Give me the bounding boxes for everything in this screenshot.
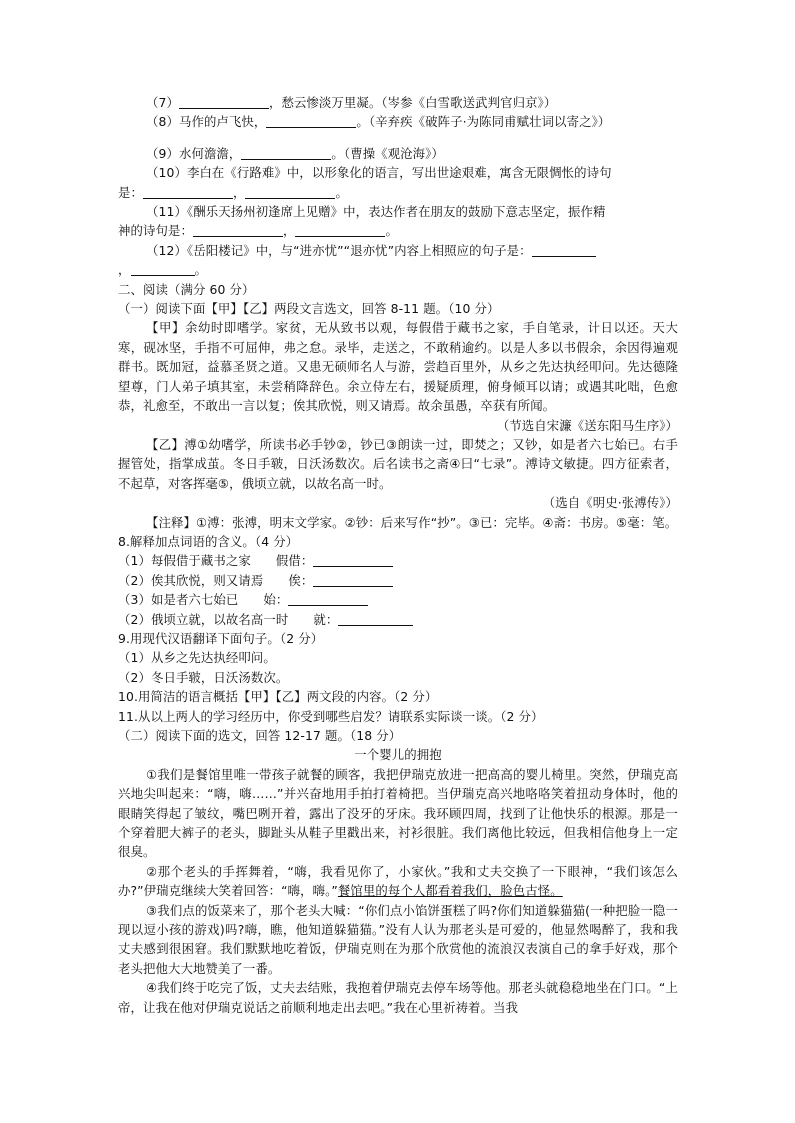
q12-comma: ， <box>118 262 131 278</box>
q10-blank-2[interactable] <box>245 185 335 199</box>
q11-line1: （11）《酬乐天扬州初逢席上见赠》中，表达作者在朋友的鼓励下意志坚定，振作精 <box>146 204 606 220</box>
q9-translate-item-2: （2）冬日手皲，日沃汤数次。 <box>118 669 289 685</box>
q10-comma: ， <box>232 184 246 200</box>
q8-vocab-text-2: （2）俟其欣悦，则又请焉 俟： <box>118 572 314 588</box>
exam-page <box>118 93 678 1017</box>
q10-line1: （10）李白在《行路难》中，以形象化的语言，写出世途艰难，寓含无限惆怅的诗句 <box>146 165 612 181</box>
q8-vocab-blank-2[interactable] <box>313 573 393 587</box>
q9-line <box>118 144 678 163</box>
q10-prefix: 是： <box>118 184 143 200</box>
q8-prefix: （8）马作的卢飞快， <box>146 114 267 130</box>
q9-translate-item-1: （1）从乡之先达执经叩问。 <box>118 650 276 666</box>
passage-yi-source: （选自《明史·张溥传》） <box>542 495 678 511</box>
q12-line1 <box>118 241 678 260</box>
q12-period: 。 <box>194 262 207 278</box>
q7-blank[interactable] <box>179 95 269 109</box>
q8-vocab-title: 8.解释加点词语的含义。（4 分） <box>118 533 299 549</box>
story-para-4: ④我们终于吃完了饭，丈夫去结账，我抱着伊瑞克去停车场等他。那老头就稳稳地坐在门口。“上帝，让我在他对伊瑞克说话之前顺利地走出去吧。”我在心里祈祷着。当我 <box>118 980 678 1015</box>
q10-blank-1[interactable] <box>143 185 233 199</box>
q7-line <box>118 93 678 112</box>
q8-text: 。（辛弃疾《破阵子·为陈同甫赋壮词以寄之》） <box>356 114 611 130</box>
q11-blank-1[interactable] <box>193 223 283 237</box>
q8-vocab-blank-3[interactable] <box>288 592 368 606</box>
section-heading: 二、阅读（满分 60 分） <box>118 281 255 297</box>
q11-prefix: 神的诗句是： <box>118 223 193 239</box>
q12-blank-1[interactable] <box>532 243 596 257</box>
q9-blank[interactable] <box>241 146 331 160</box>
q8-vocab-blank-1[interactable] <box>313 553 393 567</box>
q11-insight-title: 11.从以上两人的学习经历中，你受到哪些启发？请联系实际谈一谈。（2 分） <box>118 708 544 724</box>
q10-line2 <box>118 183 678 202</box>
story-title: 一个婴儿的拥抱 <box>354 747 442 763</box>
q12-blank-2[interactable] <box>131 262 195 276</box>
story-para-2-text: ②那个老头的手挥舞着，“嗨，我看见你了，小家伙。”我和丈夫交换了一下眼神，“我们该怎么办?”伊瑞克继续大笑着回答：“嗨，嗨。” <box>118 863 678 899</box>
q8-vocab-item-3 <box>118 590 678 609</box>
passage-yi: 【乙】溥①幼嗜学，所读书必手钞②，钞已③朗读一过，即焚之；又钞，如是者六七始已。右手握管处，指掌成茧。冬日手皲，日沃汤数次。后名读书之斋④曰“七录”。溥诗文敏捷。四方征索者，不起草，对客挥毫⑤，俄顷立就，以故名高一时。 <box>118 436 678 491</box>
passage-jia: 【甲】余幼时即嗜学。家贫，无从致书以观，每假借于藏书之家，手自笔录，计日以还。天大寒，砚冰坚，手指不可屈伸，弗之怠。录毕，走送之，不敢稍逾约。以是人多以书假余，余因得遍观群书。既加冠，益慕圣贤之道。又患无硕师名人与游，尝趋百里外，从乡之先达执经叩问。先达德隆望尊，门人弟子填其室，未尝稍降辞色。余立侍左右，援疑质理，俯身倾耳以请；或遇其叱咄，色愈恭，礼愈至，不敢出一言以复；俟其欣悦，则又请焉。故余虽愚，卒获有所闻。 <box>118 320 678 414</box>
story-para-1: ①我们是餐馆里唯一带孩子就餐的顾客，我把伊瑞克放进一把高高的婴儿椅里。突然，伊瑞克高兴地尖叫起来：“嗨，嗨……”并兴奋地用手拍打着椅把。当伊瑞克高兴地咯咯笑着扭动身体时，他的眼睛笑得起了皱纹，嘴巴咧开着，露出了没牙的牙床。我环顾四周，找到了让他快乐的根源。那是一个穿着肥大裤子的老头，脚趾头从鞋子里戳出来，衬衫很脏。我们离他比较远，但我相信他身上一定很臭。 <box>118 766 678 860</box>
part1-heading: （一）阅读下面【甲】【乙】两段文言选文，回答 8-11 题。（10 分） <box>118 301 500 317</box>
q9-text: 。（曹操《观沧海》） <box>331 145 444 161</box>
q8-vocab-text-4: （2）俄顷立就，以故名高一时 就： <box>118 611 339 627</box>
story-para-3: ③我们点的饭菜来了，那个老头大喊：“你们点小馅饼蛋糕了吗?你们知道躲猫猫(一种把脸一隐一现以逗小孩的游戏)吗?嗨，瞧，他知道躲猫猫。”没有人认为那老头是可爱的，他显然喝醉了，我和我丈夫感到很困窘。我们默默地吃着饭，伊瑞克则在为那个欣赏他的流浪汉表演自己的拿手好戏，那个老头把他大大地赞美了一番。 <box>118 902 678 976</box>
q11-comma: ， <box>282 223 296 239</box>
q8-vocab-blank-4[interactable] <box>338 612 413 626</box>
q11-blank-2[interactable] <box>295 223 385 237</box>
q8-vocab-item-2 <box>118 571 678 590</box>
q8-vocab-text-1: （1）每假借于藏书之家 假借： <box>118 553 314 569</box>
q8-line <box>118 112 678 131</box>
story-para-2-underlined: 餐馆里的每个人都看着我们，脸色古怪。 <box>337 883 563 899</box>
q8-vocab-item-4 <box>118 610 678 629</box>
story-para-2 <box>118 862 678 901</box>
q10-summary-title: 10.用简洁的语言概括【甲】【乙】两文段的内容。（2 分） <box>118 689 438 705</box>
q8-blank[interactable] <box>266 114 356 128</box>
q8-vocab-text-3: （3）如是者六七始已 始： <box>118 592 289 608</box>
q9-translate-title: 9.用现代汉语翻译下面句子。（2 分） <box>118 630 324 646</box>
q12-text: （12）《岳阳楼记》中，与“进亦忧”“退亦忧”内容上相照应的句子是： <box>146 242 532 258</box>
part2-heading: （二）阅读下面的选文，回答 12-17 题。（18 分） <box>118 728 402 743</box>
q7-number: （7） <box>146 95 179 110</box>
q12-line2 <box>118 260 678 279</box>
passage-jia-source: （节选自宋濂《送东阳马生序》） <box>496 417 678 433</box>
q11-line2 <box>118 221 678 240</box>
q10-period: 。 <box>335 184 348 200</box>
q9-prefix: （9）水何澹澹， <box>146 145 242 161</box>
annotation-note: 【注释】①溥：张溥，明末文学家。②钞：后来写作“抄”。③已：完毕。④斋：书房。⑤毫：笔。 <box>146 514 678 530</box>
q7-text: ，愁云惨淡万里凝。（岑参《白雪歌送武判官归京》） <box>268 95 557 110</box>
q8-vocab-item-1 <box>118 551 678 570</box>
q11-period: 。 <box>385 223 398 239</box>
